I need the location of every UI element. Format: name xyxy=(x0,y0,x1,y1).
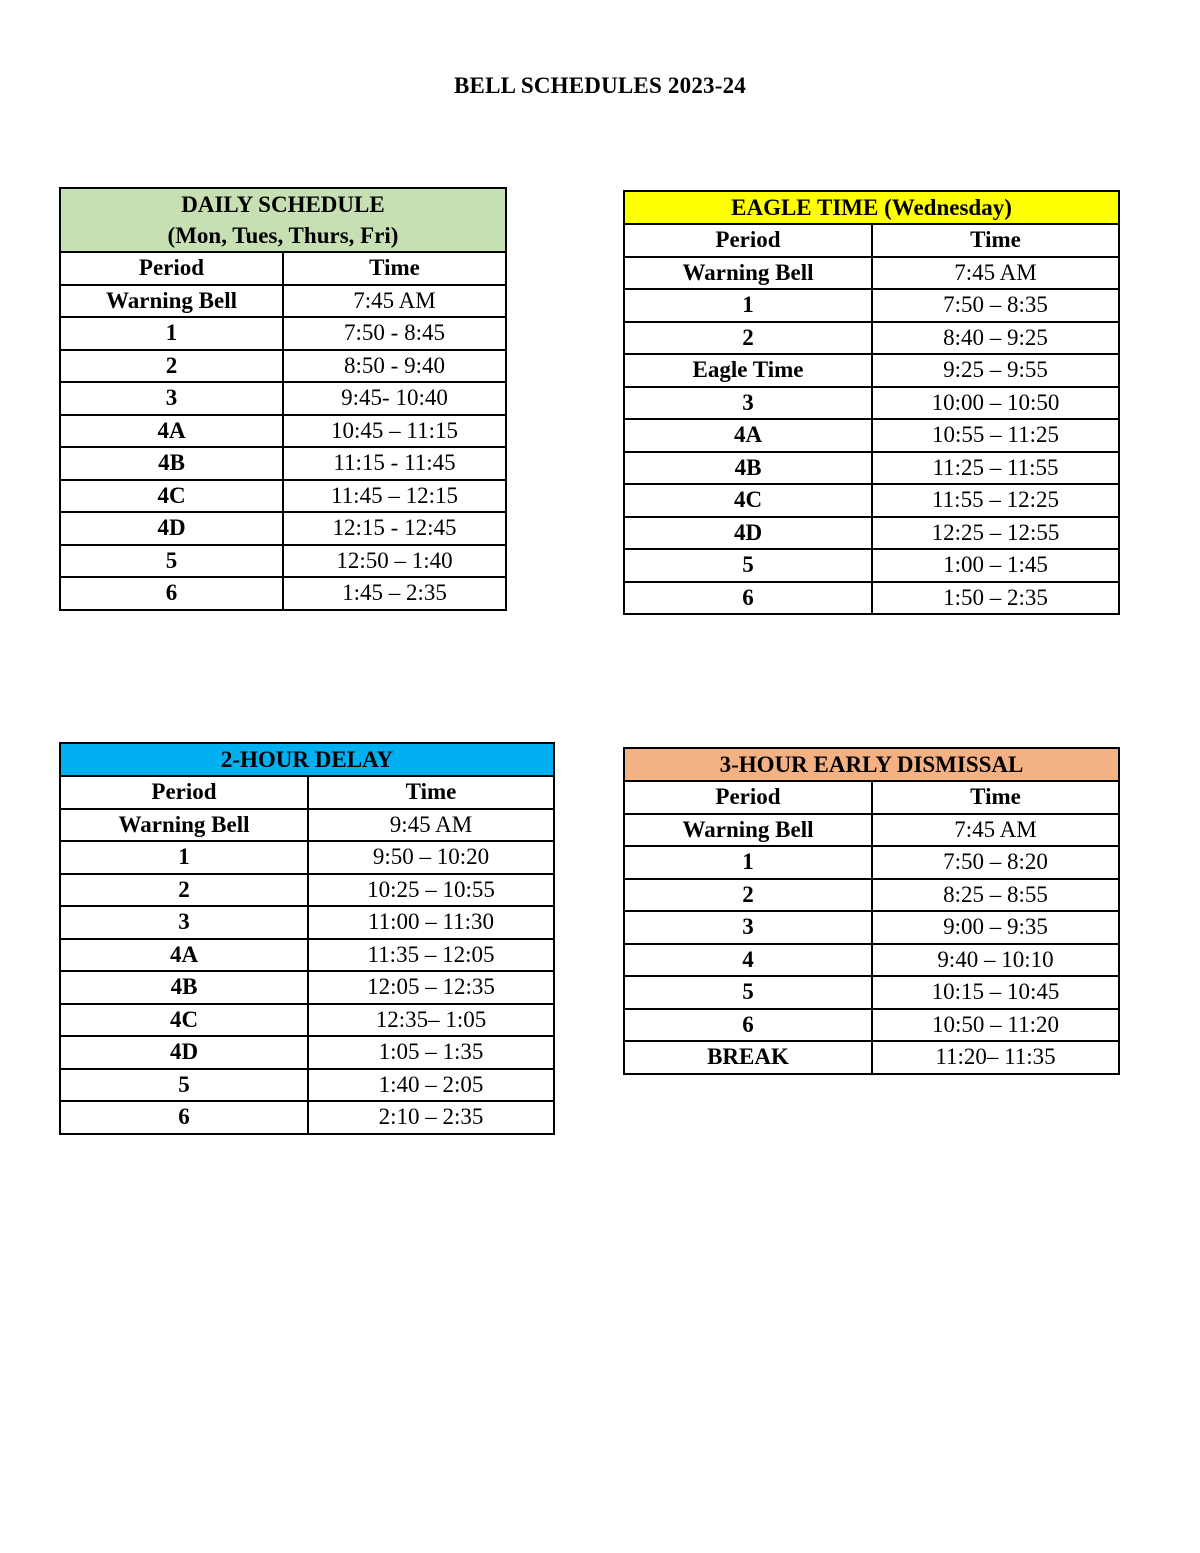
period-cell: 4B xyxy=(60,447,283,480)
table-row xyxy=(60,841,554,874)
column-header-time: Time xyxy=(872,224,1119,257)
time-cell: 10:45 – 11:15 xyxy=(283,415,506,448)
daily-schedule-title: DAILY SCHEDULE xyxy=(181,192,385,217)
period-cell: Warning Bell xyxy=(624,257,872,290)
table-row xyxy=(60,285,506,318)
table-row xyxy=(624,517,1119,550)
time-cell: 7:45 AM xyxy=(283,285,506,318)
period-cell: BREAK xyxy=(624,1041,872,1074)
time-cell: 7:45 AM xyxy=(872,257,1119,290)
column-header-time: Time xyxy=(308,776,554,809)
column-header-period: Period xyxy=(60,252,283,285)
time-cell: 8:25 – 8:55 xyxy=(872,879,1119,912)
time-cell: 9:40 – 10:10 xyxy=(872,944,1119,977)
period-cell: 3 xyxy=(60,382,283,415)
time-cell: 7:45 AM xyxy=(872,814,1119,847)
early-dismissal-title: 3-HOUR EARLY DISMISSAL xyxy=(624,748,1119,781)
table-row xyxy=(624,452,1119,485)
period-cell: 4B xyxy=(624,452,872,485)
time-cell: 9:25 – 9:55 xyxy=(872,354,1119,387)
table-row xyxy=(60,512,506,545)
table-row xyxy=(624,1009,1119,1042)
table-row xyxy=(624,322,1119,355)
time-cell: 2:10 – 2:35 xyxy=(308,1101,554,1134)
period-cell: 2 xyxy=(60,874,308,907)
period-cell: 6 xyxy=(60,1101,308,1134)
column-header-period: Period xyxy=(624,781,872,814)
table-row xyxy=(60,809,554,842)
time-cell: 9:00 – 9:35 xyxy=(872,911,1119,944)
table-row xyxy=(624,879,1119,912)
table-row xyxy=(60,939,554,972)
period-cell: 3 xyxy=(60,906,308,939)
period-cell: 5 xyxy=(60,545,283,578)
time-cell: 9:50 – 10:20 xyxy=(308,841,554,874)
table-row xyxy=(60,1101,554,1134)
period-cell: 3 xyxy=(624,387,872,420)
time-cell: 11:35 – 12:05 xyxy=(308,939,554,972)
time-cell: 8:50 - 9:40 xyxy=(283,350,506,383)
table-row xyxy=(60,545,506,578)
table-row xyxy=(60,906,554,939)
time-cell: 12:15 - 12:45 xyxy=(283,512,506,545)
table-row xyxy=(624,387,1119,420)
table-row xyxy=(60,1036,554,1069)
time-cell: 7:50 – 8:35 xyxy=(872,289,1119,322)
time-cell: 12:25 – 12:55 xyxy=(872,517,1119,550)
table-row xyxy=(624,289,1119,322)
period-cell: 2 xyxy=(624,879,872,912)
table-row xyxy=(60,415,506,448)
table-row xyxy=(624,1041,1119,1074)
table-row xyxy=(60,480,506,513)
period-cell: 6 xyxy=(624,1009,872,1042)
period-cell: 6 xyxy=(60,577,283,610)
period-cell: 4D xyxy=(60,512,283,545)
period-cell: 4C xyxy=(60,1004,308,1037)
table-row xyxy=(624,354,1119,387)
time-cell: 10:50 – 11:20 xyxy=(872,1009,1119,1042)
time-cell: 11:15 - 11:45 xyxy=(283,447,506,480)
time-cell: 1:40 – 2:05 xyxy=(308,1069,554,1102)
column-header-time: Time xyxy=(872,781,1119,814)
period-cell: 4C xyxy=(624,484,872,517)
period-cell: 5 xyxy=(60,1069,308,1102)
period-cell: 2 xyxy=(624,322,872,355)
time-cell: 12:05 – 12:35 xyxy=(308,971,554,1004)
period-cell: 4B xyxy=(60,971,308,1004)
time-cell: 12:50 – 1:40 xyxy=(283,545,506,578)
time-cell: 1:05 – 1:35 xyxy=(308,1036,554,1069)
period-cell: 4C xyxy=(60,480,283,513)
time-cell: 1:45 – 2:35 xyxy=(283,577,506,610)
time-cell: 7:50 - 8:45 xyxy=(283,317,506,350)
daily-schedule-days: (Mon, Tues, Thurs, Fri) xyxy=(167,223,399,248)
table-row xyxy=(624,484,1119,517)
table-row xyxy=(624,549,1119,582)
table-row xyxy=(60,447,506,480)
early-dismissal-table xyxy=(623,747,1120,1075)
two-hour-delay-table xyxy=(59,742,555,1135)
time-cell: 1:00 – 1:45 xyxy=(872,549,1119,582)
eagle-time-table xyxy=(623,190,1120,615)
table-row xyxy=(60,317,506,350)
period-cell: Eagle Time xyxy=(624,354,872,387)
period-cell: 5 xyxy=(624,976,872,1009)
time-cell: 7:50 – 8:20 xyxy=(872,846,1119,879)
table-row xyxy=(624,944,1119,977)
daily-schedule-table xyxy=(59,187,507,611)
period-cell: 4D xyxy=(624,517,872,550)
time-cell: 11:45 – 12:15 xyxy=(283,480,506,513)
table-row xyxy=(624,976,1119,1009)
daily-schedule-header xyxy=(60,188,506,252)
table-row xyxy=(60,1069,554,1102)
table-row xyxy=(60,1004,554,1037)
table-row xyxy=(624,419,1119,452)
time-cell: 10:15 – 10:45 xyxy=(872,976,1119,1009)
column-header-period: Period xyxy=(624,224,872,257)
period-cell: 1 xyxy=(624,846,872,879)
period-cell: 4A xyxy=(624,419,872,452)
time-cell: 11:55 – 12:25 xyxy=(872,484,1119,517)
time-cell: 10:55 – 11:25 xyxy=(872,419,1119,452)
period-cell: Warning Bell xyxy=(624,814,872,847)
table-row xyxy=(60,350,506,383)
period-cell: Warning Bell xyxy=(60,809,308,842)
period-cell: 4A xyxy=(60,939,308,972)
time-cell: 9:45- 10:40 xyxy=(283,382,506,415)
period-cell: 1 xyxy=(624,289,872,322)
column-header-period: Period xyxy=(60,776,308,809)
table-row xyxy=(60,971,554,1004)
table-row xyxy=(624,257,1119,290)
period-cell: 2 xyxy=(60,350,283,383)
period-cell: 3 xyxy=(624,911,872,944)
eagle-time-title: EAGLE TIME (Wednesday) xyxy=(624,191,1119,224)
time-cell: 10:25 – 10:55 xyxy=(308,874,554,907)
table-row xyxy=(60,874,554,907)
time-cell: 8:40 – 9:25 xyxy=(872,322,1119,355)
time-cell: 12:35– 1:05 xyxy=(308,1004,554,1037)
time-cell: 10:00 – 10:50 xyxy=(872,387,1119,420)
period-cell: 1 xyxy=(60,841,308,874)
column-header-time: Time xyxy=(283,252,506,285)
period-cell: Warning Bell xyxy=(60,285,283,318)
page-title: BELL SCHEDULES 2023-24 xyxy=(454,73,746,98)
table-row xyxy=(624,814,1119,847)
period-cell: 6 xyxy=(624,582,872,615)
table-row xyxy=(624,846,1119,879)
two-hour-delay-title: 2-HOUR DELAY xyxy=(60,743,554,776)
time-cell: 9:45 AM xyxy=(308,809,554,842)
period-cell: 4A xyxy=(60,415,283,448)
time-cell: 1:50 – 2:35 xyxy=(872,582,1119,615)
period-cell: 4D xyxy=(60,1036,308,1069)
period-cell: 4 xyxy=(624,944,872,977)
table-row xyxy=(60,382,506,415)
period-cell: 1 xyxy=(60,317,283,350)
table-row xyxy=(624,582,1119,615)
time-cell: 11:20– 11:35 xyxy=(872,1041,1119,1074)
time-cell: 11:25 – 11:55 xyxy=(872,452,1119,485)
table-row xyxy=(624,911,1119,944)
period-cell: 5 xyxy=(624,549,872,582)
time-cell: 11:00 – 11:30 xyxy=(308,906,554,939)
table-row xyxy=(60,577,506,610)
